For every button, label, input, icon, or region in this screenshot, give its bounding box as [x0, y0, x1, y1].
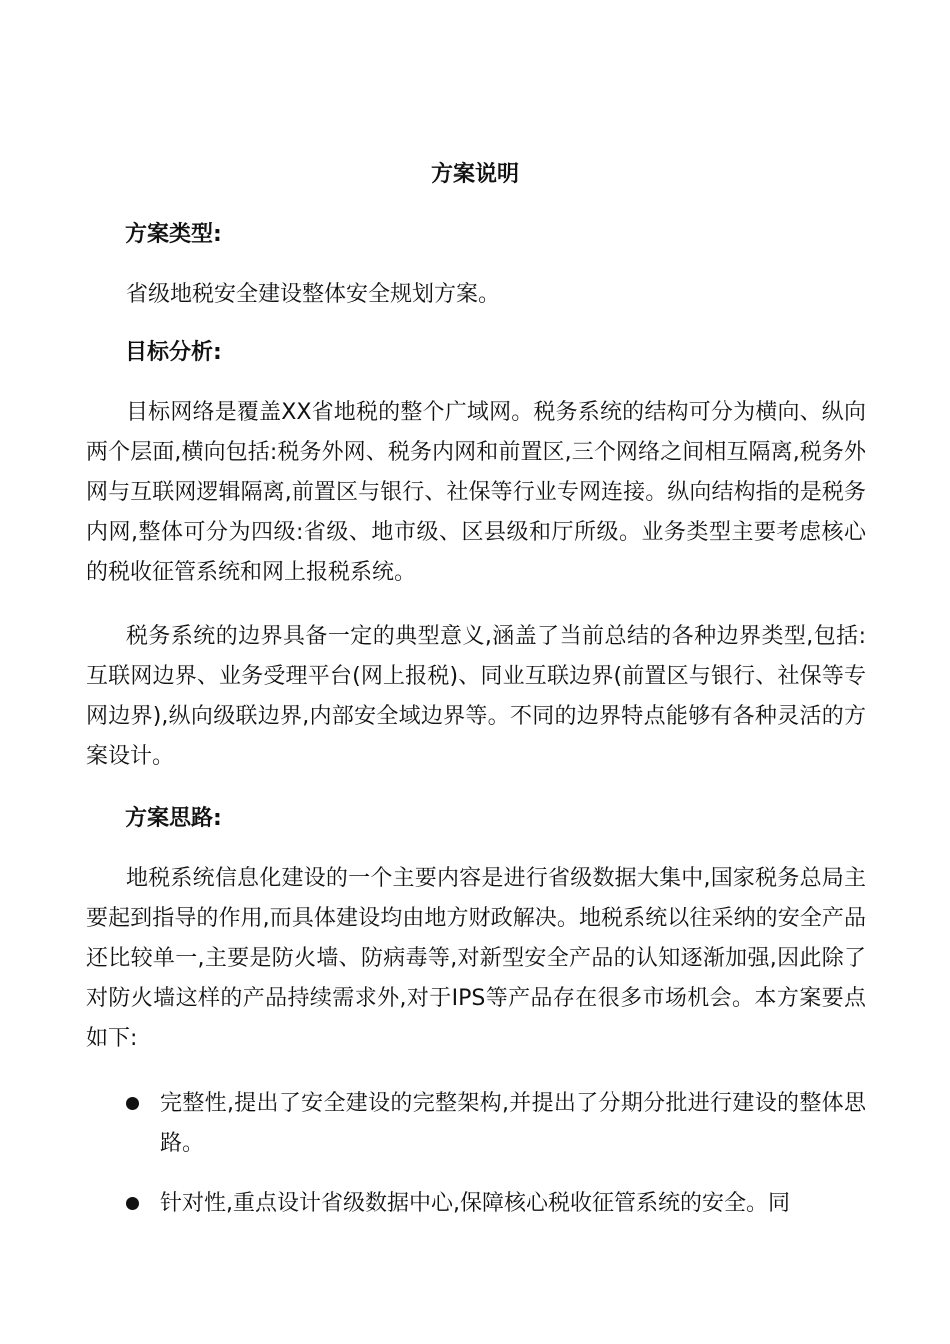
bullet-dot-icon — [126, 1097, 139, 1110]
section-heading-type: 方案类型: — [125, 222, 222, 247]
list-item — [86, 1084, 866, 1164]
bullet-dot-icon — [126, 1197, 139, 1210]
section-heading-goal: 目标分析: — [125, 340, 222, 365]
list-item — [86, 1184, 866, 1224]
goal-paragraph-2: 税务系统的边界具备一定的典型意义,涵盖了当前总结的各种边界类型,包括:互联网边界、业务受理平台(网上报税)、同业互联边界(前置区与银行、社保等专网边界),纵向级联边界,内部安全域边界等。不同的边界特点能够有各种灵活的方案设计。 — [86, 624, 866, 769]
type-paragraph: 省级地税安全建设整体安全规划方案。 — [126, 282, 501, 307]
document-title: 方案说明 — [430, 162, 519, 187]
idea-paragraph-1: 地税系统信息化建设的一个主要内容是进行省级数据大集中,国家税务总局主要起到指导的作用,而具体建设均由地方财政解决。地税系统以往采纳的安全产品还比较单一,主要是防火墙、防病毒等,对新型安全产品的认知逐渐加强,因此除了对防火墙这样的产品持续需求外,对于IPS等产品存在很多市场机会。本方案要点如下: — [86, 866, 866, 1051]
list-item-text: 完整性,提出了安全建设的完整架构,并提出了分期分批进行建设的整体思路。 — [160, 1091, 866, 1156]
key-points-list — [86, 1084, 866, 1244]
section-heading-idea: 方案思路: — [125, 806, 222, 831]
goal-paragraph-1: 目标网络是覆盖XX省地税的整个广域网。税务系统的结构可分为横向、纵向两个层面,横向包括:税务外网、税务内网和前置区,三个网络之间相互隔离,税务外网与互联网逻辑隔离,前置区与银行、社保等行业专网连接。纵向结构指的是税务内网,整体可分为四级:省级、地市级、区县级和厅所级。业务类型主要考虑核心的税收征管系统和网上报税系统。 — [86, 400, 866, 585]
list-item-text: 针对性,重点设计省级数据中心,保障核心税收征管系统的安全。同 — [160, 1191, 790, 1216]
